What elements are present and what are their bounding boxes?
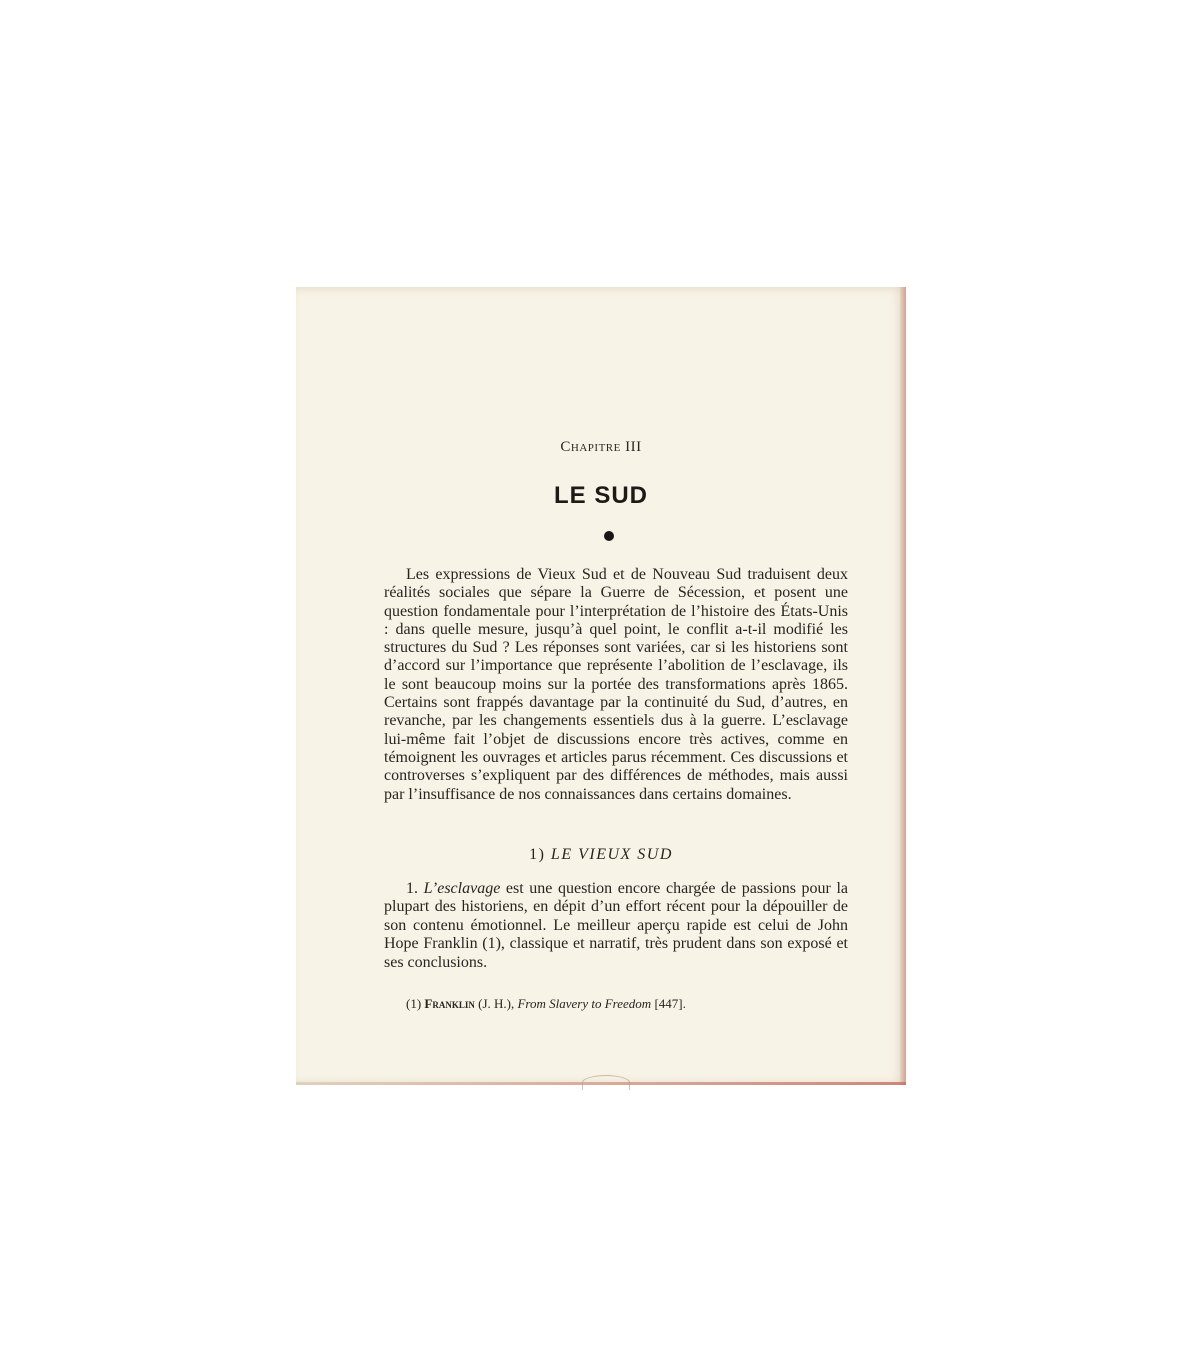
footnote-marker: (1) bbox=[406, 996, 422, 1011]
chapter-label bbox=[296, 439, 906, 456]
book-page bbox=[296, 287, 906, 1085]
footnote bbox=[406, 996, 846, 1012]
bullet-ornament bbox=[604, 531, 614, 541]
footnote-work: From Slavery to Freedom bbox=[517, 996, 652, 1011]
page-bottom-edge bbox=[296, 1082, 906, 1085]
subsection-number: 1. bbox=[406, 880, 418, 897]
footnote-ref: [447]. bbox=[654, 996, 686, 1011]
section-number: 1) bbox=[529, 846, 546, 863]
subsection-text: est une question encore chargée de passions pour la plupart des historiens, en dépit d’un effort récent pour la dépouiller de son contenu émotionnel. Le meilleur aperçu rapide est celui de John Hope Franklin (1), classique et narratif, très prudent dans son exposé et ses conclusions. bbox=[384, 880, 849, 971]
footnote-author: Franklin bbox=[424, 996, 475, 1011]
subsection-topic: L’esclavage bbox=[423, 880, 501, 897]
intro-paragraph: Les expressions de Vieux Sud et de Nouveau Sud traduisent deux réalités sociales que sépare la Guerre de Sécession, et posent une question fondamentale pour l’interprétation de l’histoire des États-Unis : dans quelle mesure, jusqu’à quel point, le conflit a-t-il modifié les structures du Sud ? Les réponses sont variées, car si les historiens sont d’accord sur l’importance que représente l’abolition de l’esclavage, ils le sont beaucoup moins sur la portée des transformations après 1865. Certains sont frappés davantage par la continuité du Sud, d’autres, en revanche, par les changements essentiels dus à la guerre. L’esclavage lui-même fait l’objet de discussions encore très actives, comme en témoignent les ouvrages et articles parus récemment. Ces discussions et controverses s’expliquent par des différences de méthodes, mais aussi par l’insuffisance de nos connaissances dans certains domaines. bbox=[384, 566, 848, 803]
section-heading bbox=[296, 846, 906, 864]
chapter-number: III bbox=[625, 439, 642, 455]
chapter-prefix: Chapitre bbox=[560, 439, 621, 455]
footnote-initials: (J. H.), bbox=[478, 996, 515, 1011]
chapter-title: LE SUD bbox=[553, 482, 648, 509]
subsection-paragraph bbox=[384, 880, 848, 972]
section-title: LE VIEUX SUD bbox=[550, 846, 673, 863]
